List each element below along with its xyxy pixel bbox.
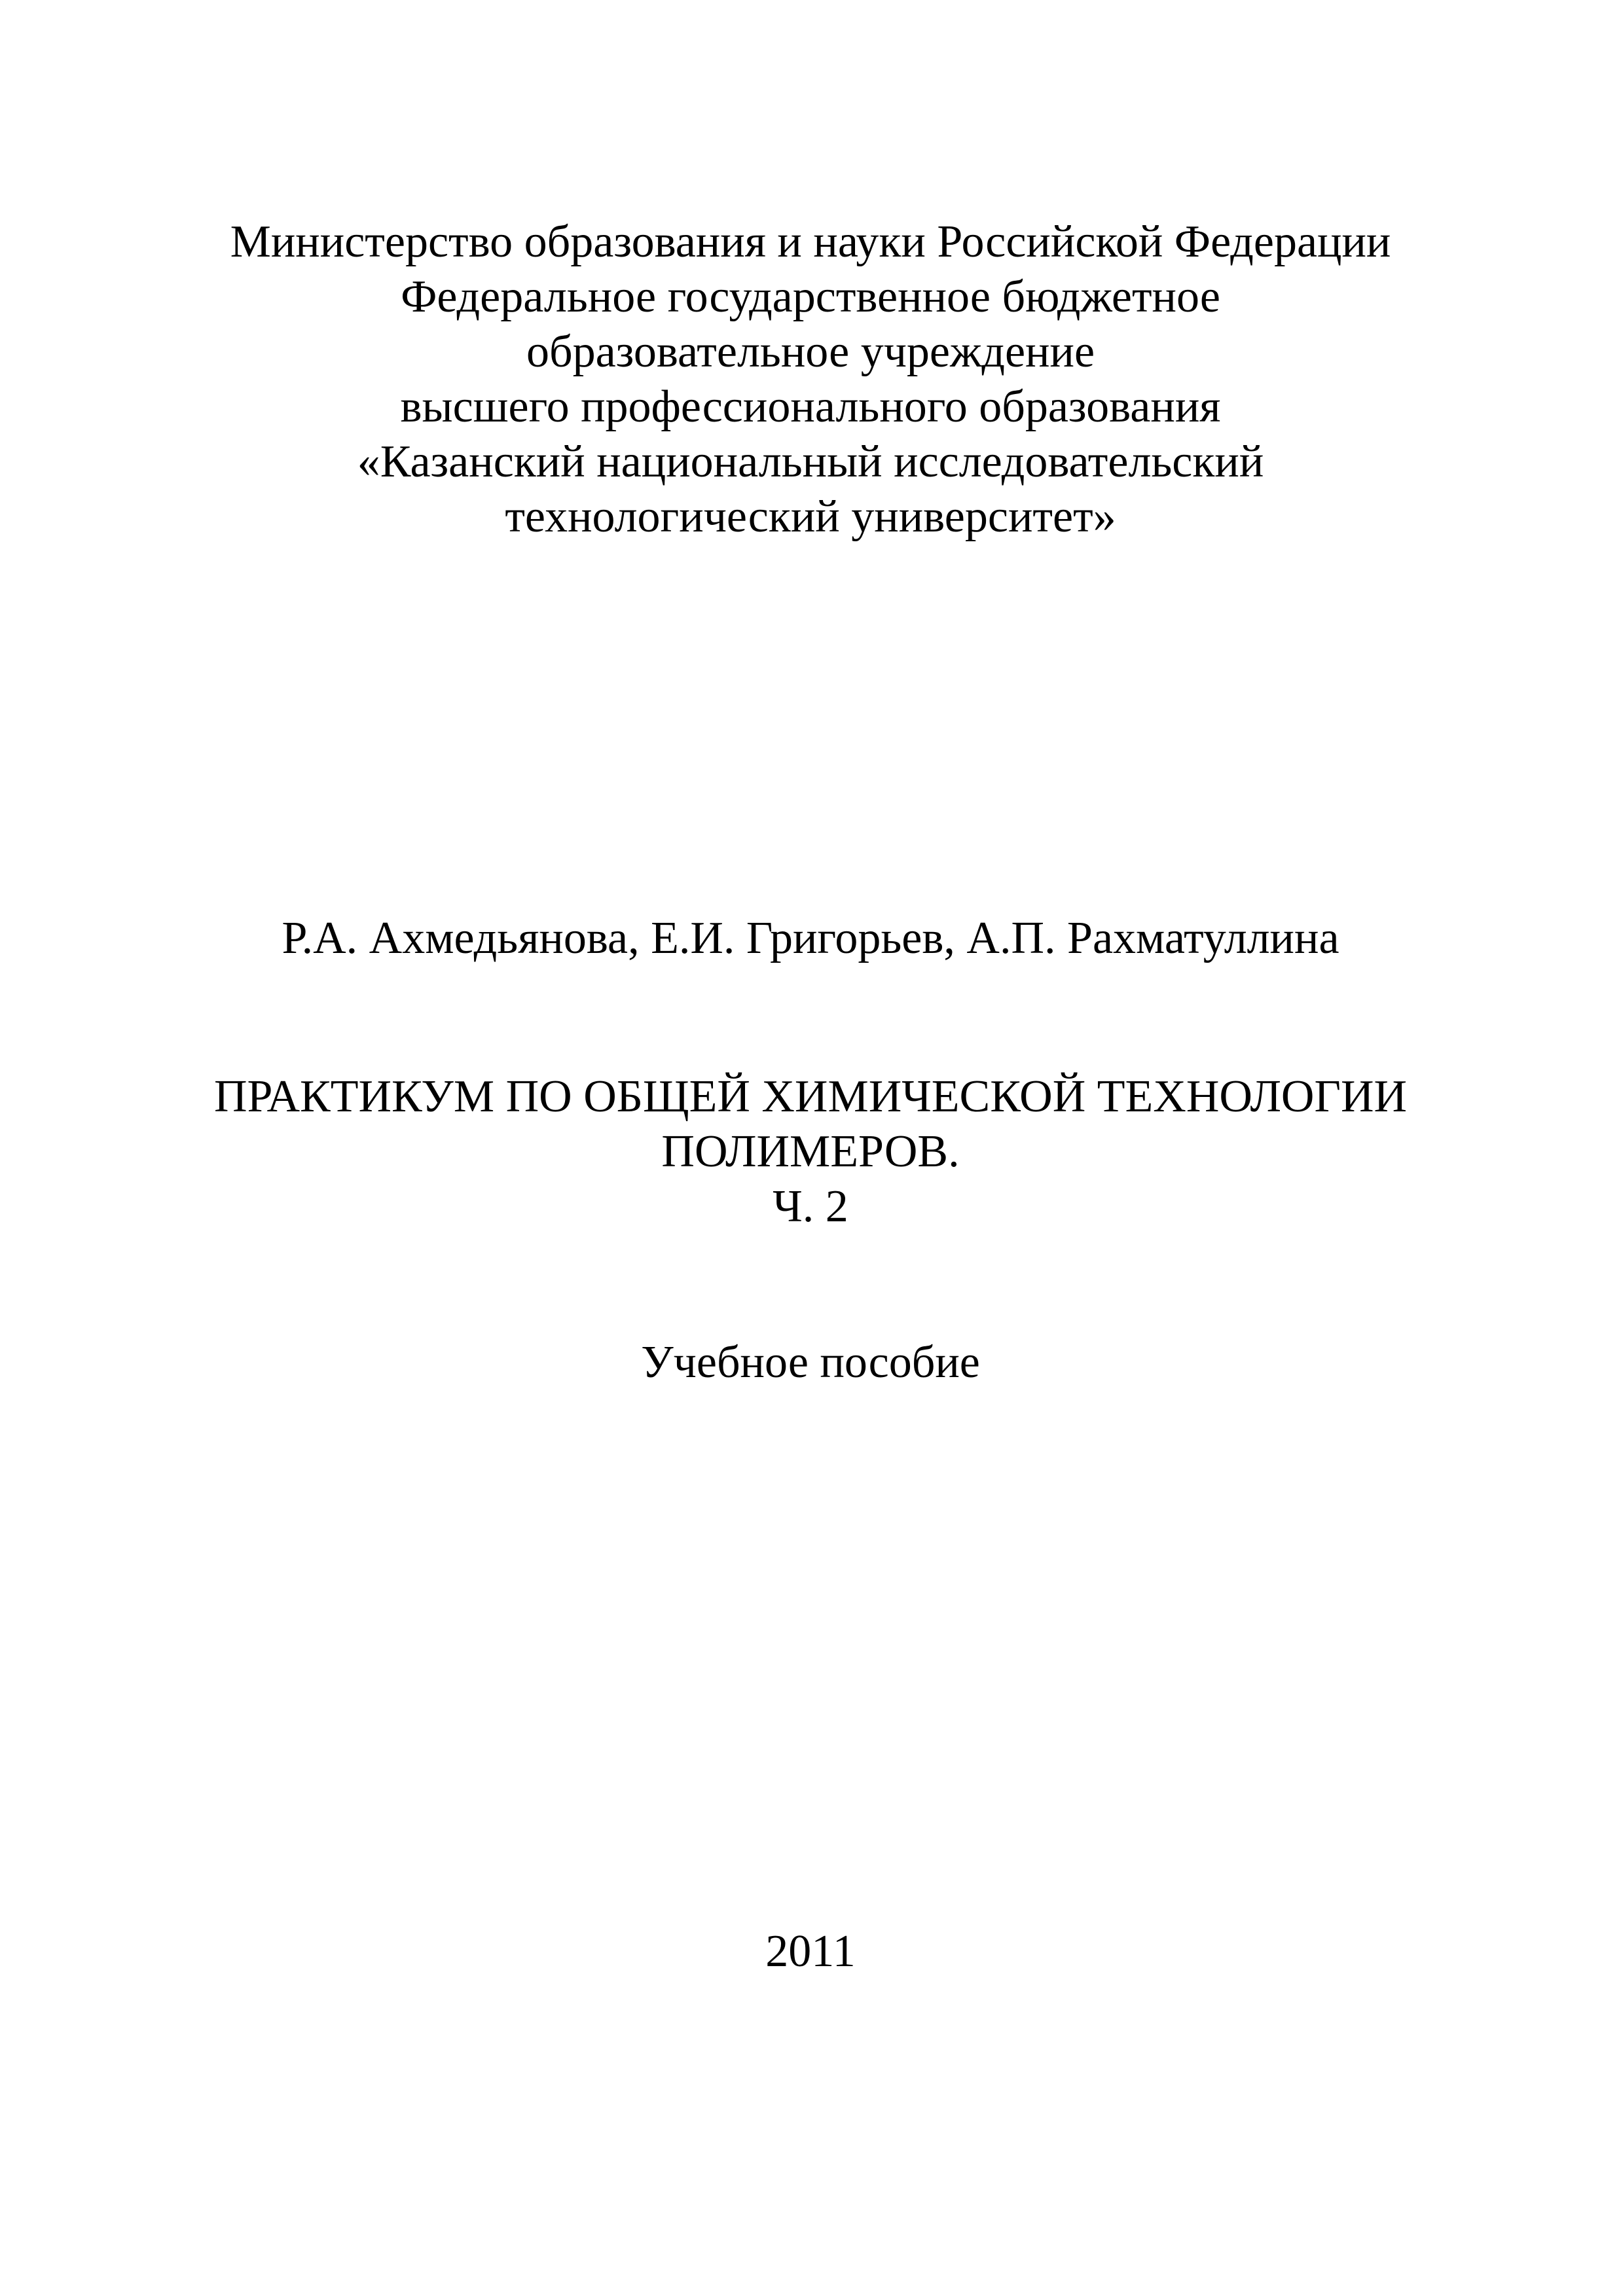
document-title	[0, 1069, 1621, 1234]
institution-line: высшего профессионального образования	[400, 382, 1221, 432]
institution-line: Федеральное государственное бюджетное	[401, 272, 1220, 322]
title-line: ПОЛИМЕРОВ.	[661, 1126, 960, 1177]
document-type: Учебное пособие	[641, 1337, 980, 1388]
publication-year: 2011	[765, 1926, 856, 1977]
institution-header	[0, 215, 1621, 545]
title-line: Ч. 2	[773, 1181, 848, 1232]
institution-line: технологический университет»	[505, 492, 1116, 542]
institution-line: Министерство образования и науки Российской Федерации	[230, 217, 1391, 267]
authors-line: Р.А. Ахмедьянова, Е.И. Григорьев, А.П. Рахматуллина	[282, 913, 1339, 963]
institution-line: образовательное учреждение	[526, 327, 1095, 377]
institution-line: «Казанский национальный исследовательский	[357, 437, 1264, 487]
title-line: ПРАКТИКУМ ПО ОБЩЕЙ ХИМИЧЕСКОЙ ТЕХНОЛОГИИ	[213, 1071, 1408, 1122]
